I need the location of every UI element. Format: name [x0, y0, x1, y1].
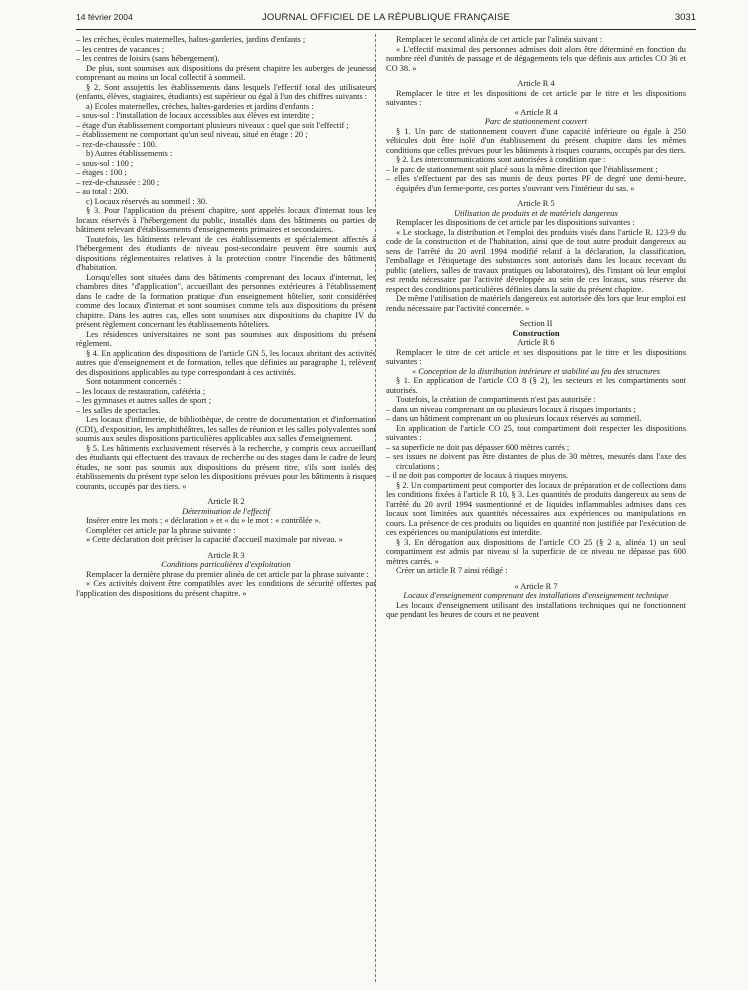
- paragraph: § 2. Sont assujettis les établissements dans lesquels l'effectif total des utilisateurs (enfants, élèves, stagiaires, étudiants) est supérieur ou égal à l'un des chiffres suivants :: [76, 82, 376, 101]
- paragraph: Remplacer le titre de cet article et ses dispositions par le titre et les dispositions suivantes :: [386, 347, 686, 366]
- list-item: – sous-sol : 100 ;: [76, 158, 134, 168]
- list-item: – étage d'un établissement comportant plusieurs niveaux : quel que soit l'effectif ;: [76, 120, 349, 130]
- centered-line: Article R 6: [517, 338, 555, 347]
- paragraph: Toutefois, les bâtiments relevant de ces établissements et spécialement affectés à l'hébergement des étudiants de niveau post-secondaire peuvent être soumis aux dispositions réglementaires relatives à la protection contre l'incendie des bâtiments d'habitation.: [76, 234, 376, 272]
- list-item: – sous-sol : l'installation de locaux accessibles aux élèves est interdite ;: [76, 111, 315, 120]
- header-title: JOURNAL OFFICIEL DE LA RÉPUBLIQUE FRANÇAISE: [261, 12, 511, 23]
- article-heading: Article R 5: [517, 199, 555, 208]
- paragraph: Créer un article R 7 ainsi rédigé :: [396, 566, 508, 575]
- paragraph: Remplacer le titre et les dispositions de cet article par le titre et les dispositions suivantes :: [386, 88, 686, 107]
- section-subtitle: « Conception de la distribution intérieure et stabilité au feu des structures: [411, 366, 661, 376]
- left-column: [76, 35, 376, 598]
- list-item: – les crèches, écoles maternelles, haltes-garderies, jardins d'enfants ;: [76, 35, 306, 44]
- header-rule: [76, 29, 696, 30]
- paragraph: § 2. Les intercommunications sont autorisées à condition que :: [396, 155, 606, 164]
- paragraph: § 5. Les bâtiments exclusivement réservés à la recherche, y compris ceux accueillant des étudiants qui effectuent des travaux de recherche ou des stages dans le cadre de leurs études, ne sont pas soumis aux dispositions du présent titre, s'ils sont isolés des établissements du présent type selon les dispositions prévues pour les bâtiments à risques courants, occupés par des tiers. »: [76, 443, 376, 491]
- list-item: – les centres de loisirs (sans hébergement).: [76, 54, 220, 63]
- section-subtitle: Locaux d'enseignement comprenant des installations d'enseignement technique: [403, 591, 669, 600]
- list-item: – les centres de vacances ;: [76, 44, 165, 54]
- list-item: – établissement ne comportant qu'un seul niveau, situé en étage : 20 ;: [76, 130, 308, 139]
- list-item: – les locaux de restauration, cafétéria ;: [76, 386, 206, 396]
- paragraph: De plus, sont soumises aux dispositions du présent chapitre les auberges de jeunesse comprenant au moins un local collectif à sommeil.: [76, 63, 376, 82]
- paragraph: Insérer entre les mots : « déclaration » et « du » le mot : « contrôlée ».: [86, 516, 321, 525]
- paragraph: Les résidences universitaires ne sont pas soumises aux dispositions du présent règlement.: [76, 329, 376, 348]
- section-subtitle: Conditions particulières d'exploitation: [161, 560, 291, 569]
- right-column: [386, 35, 686, 620]
- article-heading: Section II: [519, 319, 553, 328]
- paragraph: § 3. Pour l'application du présent chapitre, sont appelés locaux d'internat tous les locaux réservés à l'hébergement du public, installés dans des bâtiments ou parties de bâtiment relevant d'établissements d'enseignements primaires et secondaires.: [76, 206, 376, 234]
- list-item: – dans un bâtiment comprenant un ou plusieurs locaux réservés au sommeil.: [386, 414, 642, 423]
- paragraph: « Cette déclaration doit préciser la capacité d'accueil maximale par niveau. »: [86, 535, 343, 544]
- paragraph: b) Autres établissements :: [86, 149, 173, 158]
- section-subtitle: Parc de stationnement couvert: [484, 117, 588, 126]
- page-number: 3031: [674, 12, 696, 23]
- article-heading: « Article R 7: [514, 581, 558, 591]
- list-item: – ses issues ne doivent pas être distantes de plus de 30 mètres, mesurés dans l'axe des circulations ;: [386, 452, 686, 471]
- list-item: – dans un niveau comprenant un ou plusieurs locaux à risques importants ;: [386, 404, 636, 414]
- article-heading: Article R 2: [207, 497, 245, 506]
- list-item: – elles s'effectuent par des sas munis de deux portes PF de degré une demi-heure, équipées d'un ferme-porte, ces portes s'ouvrant vers l'intérieur du sas. »: [386, 174, 686, 193]
- paragraph: Les locaux d'enseignement utilisant des installations techniques qui ne fonctionnent que pendant les heures de cours et ne peuvent: [386, 600, 686, 619]
- paragraph: Remplacer les dispositions de cet article par les dispositions suivantes :: [396, 218, 635, 227]
- paragraph: § 1. En application de l'article CO 8 (§ 2), les secteurs et les compartiments sont autorisés.: [386, 376, 686, 395]
- list-item: – étages : 100 ;: [76, 168, 127, 177]
- paragraph: De même l'utilisation de matériels dangereux est autorisée dès lors que leur emploi est rendu nécessaire par l'activité concernée. »: [386, 294, 686, 313]
- paragraph: Toutefois, la création de compartiments n'est pas autorisée :: [396, 395, 596, 404]
- paragraph: Lorsqu'elles sont situées dans des bâtiments comprenant des locaux d'internat, les chambres dites "d'application", accueillant des personnes extérieures à l'établissement dans le cadre de la formation pratique d'un enseignement hôtelier, sont considérées comme des locaux d'internat et sont soumises comme tels aux dispositions du présent chapitre. Dans les autres cas, elles sont soumises aux dispositions du chapitre IV du présent règlement concernant les établissements hôteliers.: [76, 272, 376, 329]
- paragraph: « Ces activités doivent être compatibles avec les conditions de sécurité offertes par l'application des dispositions du présent chapitre. »: [76, 579, 376, 598]
- paragraph: « Le stockage, la distribution et l'emploi des produits visés dans l'article R. 123-9 du code de la construction et de l'habitation, ainsi que de tout autre produit dangereux au sens de l'arrêté du 20 avril 1994 modifié relatif à la déclaration, la classification, l'emballage et l'étiquetage des substances sont autorisés dans les locaux recevant du public (ateliers, salles de travaux pratiques ou laboratoires), dès l'instant où leur emploi est rendu nécessaire par l'activité développée au sein de ces locaux, sous réserve du respect des conditions particulières définies dans la suite du présent chapitre.: [386, 227, 686, 294]
- list-item: – les gymnases et autres salles de sport ;: [76, 396, 211, 405]
- article-heading: Article R 3: [207, 550, 245, 560]
- paragraph: Sont notamment concernés :: [86, 377, 182, 386]
- paragraph: a) Ecoles maternelles, crèches, haltes-garderies et jardins d'enfants :: [86, 101, 314, 111]
- centered-line: « Article R 4: [514, 107, 558, 117]
- list-item: – rez-de-chaussée : 200 ;: [76, 177, 160, 187]
- paragraph: § 4. En application des dispositions de l'article GN 5, les locaux abritant des activités autres que d'enseignement et de formation, telles que définies au paragraphe 1, relèvent des dispositions applicables au type correspondant à ces activités.: [76, 348, 376, 377]
- list-item: – sa superficie ne doit pas dépasser 600 mètres carrés ;: [386, 442, 570, 452]
- paragraph: En application de l'article CO 25, tout compartiment doit respecter les dispositions suivantes :: [386, 423, 686, 442]
- column-divider: [375, 34, 376, 982]
- list-item: – il ne doit pas comporter de locaux à risques moyens.: [386, 471, 569, 480]
- section-title: Construction: [512, 328, 560, 338]
- list-item: – rez-de-chaussée : 100.: [76, 139, 157, 149]
- paragraph: c) Locaux réservés au sommeil : 30.: [86, 196, 208, 206]
- list-item: – au total : 200.: [76, 187, 129, 196]
- paragraph: Les locaux d'infirmerie, de bibliothèque, de centre de documentation et d'information (CDI), d'exposition, les amphithéâtres, les salles de réunion et les salles polyvalentes sont soumis aux seules dispositions particulières applicables aux salles d'enseignement.: [76, 415, 376, 443]
- paragraph: « L'effectif maximal des personnes admises doit alors être déterminé en fonction du nombre réel d'unités de passage et de dégagements tels que définis aux articles CO 36 et CO 38. »: [386, 44, 686, 73]
- paragraph: § 1. Un parc de stationnement couvert d'une capacité inférieure ou égale à 250 véhicules doit être isolé d'un établissement du présent chapitre dans les mêmes conditions que celles prévues pour les bâtiments à risques courants, occupés par des tiers.: [386, 126, 686, 155]
- header-date: 14 février 2004: [76, 12, 133, 22]
- list-item: – le parc de stationnement soit placé sous la même direction que l'établissement ;: [386, 164, 658, 174]
- paragraph: Compléter cet article par la phrase suivante :: [86, 525, 236, 535]
- article-heading: Article R 4: [517, 79, 555, 88]
- paragraph: Remplacer le second alinéa de cet article par l'alinéa suivant :: [396, 35, 603, 44]
- paragraph: § 3. En dérogation aux dispositions de l'article CO 25 (§ 2 a, alinéa 1) un seul compartiment est admis par niveau si la superficie de ce niveau ne dépasse pas 600 mètres carrés. »: [386, 537, 686, 566]
- section-subtitle: Utilisation de produits et de matériels dangereux: [453, 208, 619, 218]
- page-header: [76, 12, 696, 26]
- paragraph: § 2. Un compartiment peut comporter des locaux de préparation et de collections dans les conditions fixées à l'article R 10, § 3. Les quantités de produits dangereux au sens de l'arrêté du 20 avril 1994 susmentionné et de liquides inflammables admises dans ces locaux sont limitées aux quantités nécessaires aux expériences ou manipulations en cours. La présence de ces produits ou liquides en quantité non justifiée par l'exécution de ces expériences ou manipulations est interdite.: [386, 480, 686, 537]
- paragraph: Remplacer la dernière phrase du premier alinéa de cet article par la phrase suivante :: [86, 569, 369, 579]
- section-subtitle: Détermination de l'effectif: [182, 506, 270, 516]
- list-item: – les salles de spectacles.: [76, 405, 161, 415]
